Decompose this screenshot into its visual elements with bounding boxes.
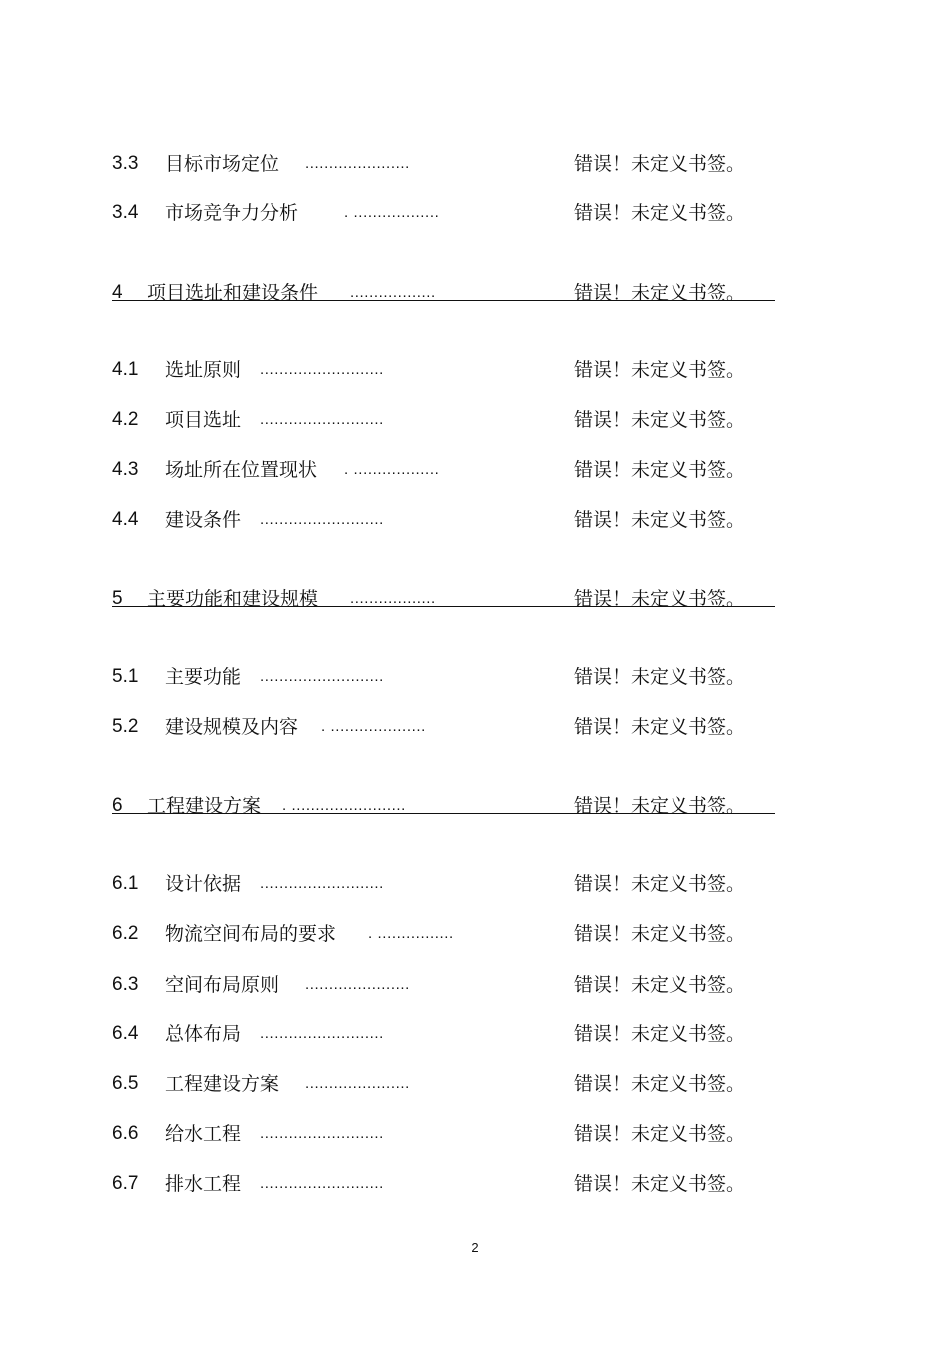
toc-entry-page-ref: 错误！未定义书签。 (574, 509, 746, 531)
toc-entry-number: 6.5 (112, 1073, 139, 1094)
toc-entry-page-ref: 错误！未定义书签。 (574, 409, 746, 431)
toc-entry-5-2[interactable] (0, 712, 950, 742)
hyperlink-underline (112, 300, 775, 301)
toc-entry-title: 工程建设方案 (165, 1073, 280, 1095)
toc-entry-number: 3.3 (112, 153, 139, 174)
toc-chapter-page-ref: 错误！未定义书签。 (574, 795, 746, 817)
toc-entry-title: 设计依据 (165, 873, 242, 895)
toc-entry-page-ref: 错误！未定义书签。 (574, 459, 746, 481)
toc-entry-6-7[interactable] (0, 1169, 950, 1199)
toc-entry-leader: . ................ (368, 925, 454, 942)
toc-entry-leader: ...................... (305, 155, 410, 172)
toc-entry-title: 主要功能 (165, 666, 242, 688)
toc-chapter-page-ref: 错误！未定义书签。 (574, 282, 746, 304)
toc-entry-title: 建设规模及内容 (165, 716, 299, 738)
toc-entry-3-3[interactable] (0, 149, 950, 179)
toc-entry-leader: . .................... (321, 718, 426, 735)
toc-chapter-title: 工程建设方案 (147, 795, 262, 817)
toc-entry-leader: . .................. (344, 461, 440, 478)
toc-chapter-leader: .................. (350, 284, 436, 301)
toc-entry-title: 物流空间布局的要求 (165, 923, 337, 945)
toc-chapter-4[interactable] (0, 278, 950, 308)
toc-entry-leader: .......................... (260, 1025, 384, 1042)
toc-entry-title: 排水工程 (165, 1173, 242, 1195)
toc-entry-page-ref: 错误！未定义书签。 (574, 716, 746, 738)
toc-entry-number: 4.2 (112, 409, 139, 430)
toc-entry-3-4[interactable] (0, 198, 950, 228)
toc-entry-leader: .......................... (260, 411, 384, 428)
toc-entry-number: 5.2 (112, 716, 139, 737)
toc-chapter-number: 4 (112, 282, 123, 303)
toc-entry-title: 场址所在位置现状 (165, 459, 318, 481)
toc-entry-title: 空间布局原则 (165, 974, 280, 996)
toc-entry-leader: .......................... (260, 1125, 384, 1142)
toc-entry-number: 4.1 (112, 359, 139, 380)
toc-entry-4-2[interactable] (0, 405, 950, 435)
toc-entry-number: 4.3 (112, 459, 139, 480)
toc-entry-leader: . .................. (344, 204, 440, 221)
toc-entry-page-ref: 错误！未定义书签。 (574, 1123, 746, 1145)
toc-entry-page-ref: 错误！未定义书签。 (574, 359, 746, 381)
page-number: 2 (471, 1240, 479, 1255)
toc-entry-leader: ...................... (305, 976, 410, 993)
toc-entry-leader: ...................... (305, 1075, 410, 1092)
toc-entry-number: 5.1 (112, 666, 139, 687)
toc-chapter-6[interactable] (0, 791, 950, 821)
toc-chapter-title: 主要功能和建设规模 (147, 588, 319, 610)
toc-chapter-leader: .................. (350, 590, 436, 607)
toc-entry-page-ref: 错误！未定义书签。 (574, 1023, 746, 1045)
toc-entry-title: 市场竞争力分析 (165, 202, 299, 224)
toc-entry-number: 6.2 (112, 923, 139, 944)
toc-entry-number: 3.4 (112, 202, 139, 223)
toc-entry-leader: .......................... (260, 1175, 384, 1192)
toc-chapter-5[interactable] (0, 584, 950, 614)
toc-entry-title: 选址原则 (165, 359, 242, 381)
toc-entry-number: 6.1 (112, 873, 139, 894)
toc-chapter-number: 5 (112, 588, 123, 609)
toc-entry-6-6[interactable] (0, 1119, 950, 1149)
toc-chapter-title: 项目选址和建设条件 (147, 282, 319, 304)
toc-entry-4-3[interactable] (0, 455, 950, 485)
toc-entry-page-ref: 错误！未定义书签。 (574, 202, 746, 224)
toc-chapter-page-ref: 错误！未定义书签。 (574, 588, 746, 610)
toc-entry-leader: .......................... (260, 668, 384, 685)
toc-chapter-number: 6 (112, 795, 123, 816)
toc-entry-page-ref: 错误！未定义书签。 (574, 923, 746, 945)
toc-entry-4-1[interactable] (0, 355, 950, 385)
toc-entry-number: 4.4 (112, 509, 139, 530)
toc-entry-title: 给水工程 (165, 1123, 242, 1145)
toc-entry-page-ref: 错误！未定义书签。 (574, 1173, 746, 1195)
toc-entry-5-1[interactable] (0, 662, 950, 692)
toc-entry-page-ref: 错误！未定义书签。 (574, 873, 746, 895)
toc-entry-6-2[interactable] (0, 919, 950, 949)
toc-entry-4-4[interactable] (0, 505, 950, 535)
toc-entry-number: 6.6 (112, 1123, 139, 1144)
toc-entry-number: 6.4 (112, 1023, 139, 1044)
hyperlink-underline (112, 606, 775, 607)
toc-entry-6-4[interactable] (0, 1019, 950, 1049)
toc-entry-page-ref: 错误！未定义书签。 (574, 153, 746, 175)
toc-entry-page-ref: 错误！未定义书签。 (574, 1073, 746, 1095)
toc-entry-page-ref: 错误！未定义书签。 (574, 666, 746, 688)
toc-entry-6-5[interactable] (0, 1069, 950, 1099)
toc-entry-number: 6.7 (112, 1173, 139, 1194)
toc-entry-6-3[interactable] (0, 970, 950, 1000)
toc-entry-page-ref: 错误！未定义书签。 (574, 974, 746, 996)
toc-entry-title: 项目选址 (165, 409, 242, 431)
toc-entry-leader: .......................... (260, 361, 384, 378)
toc-entry-leader: .......................... (260, 511, 384, 528)
toc-chapter-leader: . ........................ (282, 797, 406, 814)
toc-entry-title: 建设条件 (165, 509, 242, 531)
toc-entry-title: 总体布局 (165, 1023, 242, 1045)
toc-entry-6-1[interactable] (0, 869, 950, 899)
toc-entry-number: 6.3 (112, 974, 139, 995)
toc-entry-title: 目标市场定位 (165, 153, 280, 175)
toc-entry-leader: .......................... (260, 875, 384, 892)
hyperlink-underline (112, 813, 775, 814)
